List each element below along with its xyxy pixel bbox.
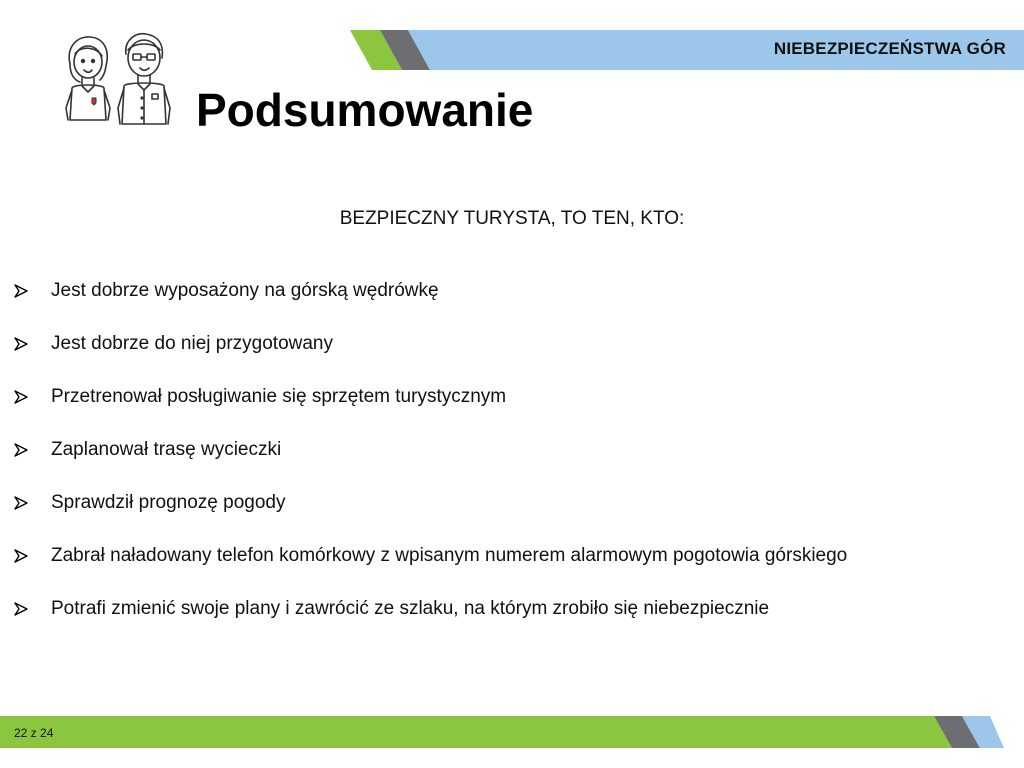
list-item <box>14 380 974 414</box>
arrowhead-bullet-icon <box>14 327 51 361</box>
list-item-text: Potrafi zmienić swoje plany i zawrócić ze szlaku, na którym zrobiło się niebezpiecznie <box>51 598 770 619</box>
list-item-text: Przetrenował posługiwanie się sprzętem turystycznym <box>51 386 507 407</box>
list-item-text: Zabrał naładowany telefon komórkowy z wpisanym numerem alarmowym pogotowia górskiego <box>51 545 848 566</box>
arrowhead-bullet-icon <box>14 592 51 626</box>
list-item <box>14 274 974 308</box>
list-item <box>14 433 974 467</box>
list-item <box>14 539 974 573</box>
list-item-text: Zaplanował trasę wycieczki <box>51 439 282 460</box>
list-item <box>14 327 974 361</box>
list-item <box>14 592 974 626</box>
footer-stripes <box>0 716 1024 750</box>
two-children-illustration <box>58 28 174 132</box>
list-item-text: Jest dobrze do niej przygotowany <box>51 333 333 354</box>
banner-title: NIEBEZPIECZEŃSTWA GÓR <box>773 39 1006 58</box>
slide-title: Podsumowanie <box>196 84 534 136</box>
arrowhead-bullet-icon <box>14 539 51 573</box>
bullet-list <box>14 274 974 645</box>
list-item-text: Jest dobrze wyposażony na górską wędrówkę <box>51 280 439 301</box>
bottom-bar <box>0 716 1024 750</box>
page-number: 22 z 24 <box>14 726 54 740</box>
arrowhead-bullet-icon <box>14 433 51 467</box>
arrowhead-bullet-icon <box>14 486 51 520</box>
arrowhead-bullet-icon <box>14 274 51 308</box>
arrowhead-bullet-icon <box>14 380 51 414</box>
subheading: BEZPIECZNY TURYSTA, TO TEN, KTO: <box>339 208 685 229</box>
list-item-text: Sprawdził prognozę pogody <box>51 492 286 513</box>
list-item <box>14 486 974 520</box>
